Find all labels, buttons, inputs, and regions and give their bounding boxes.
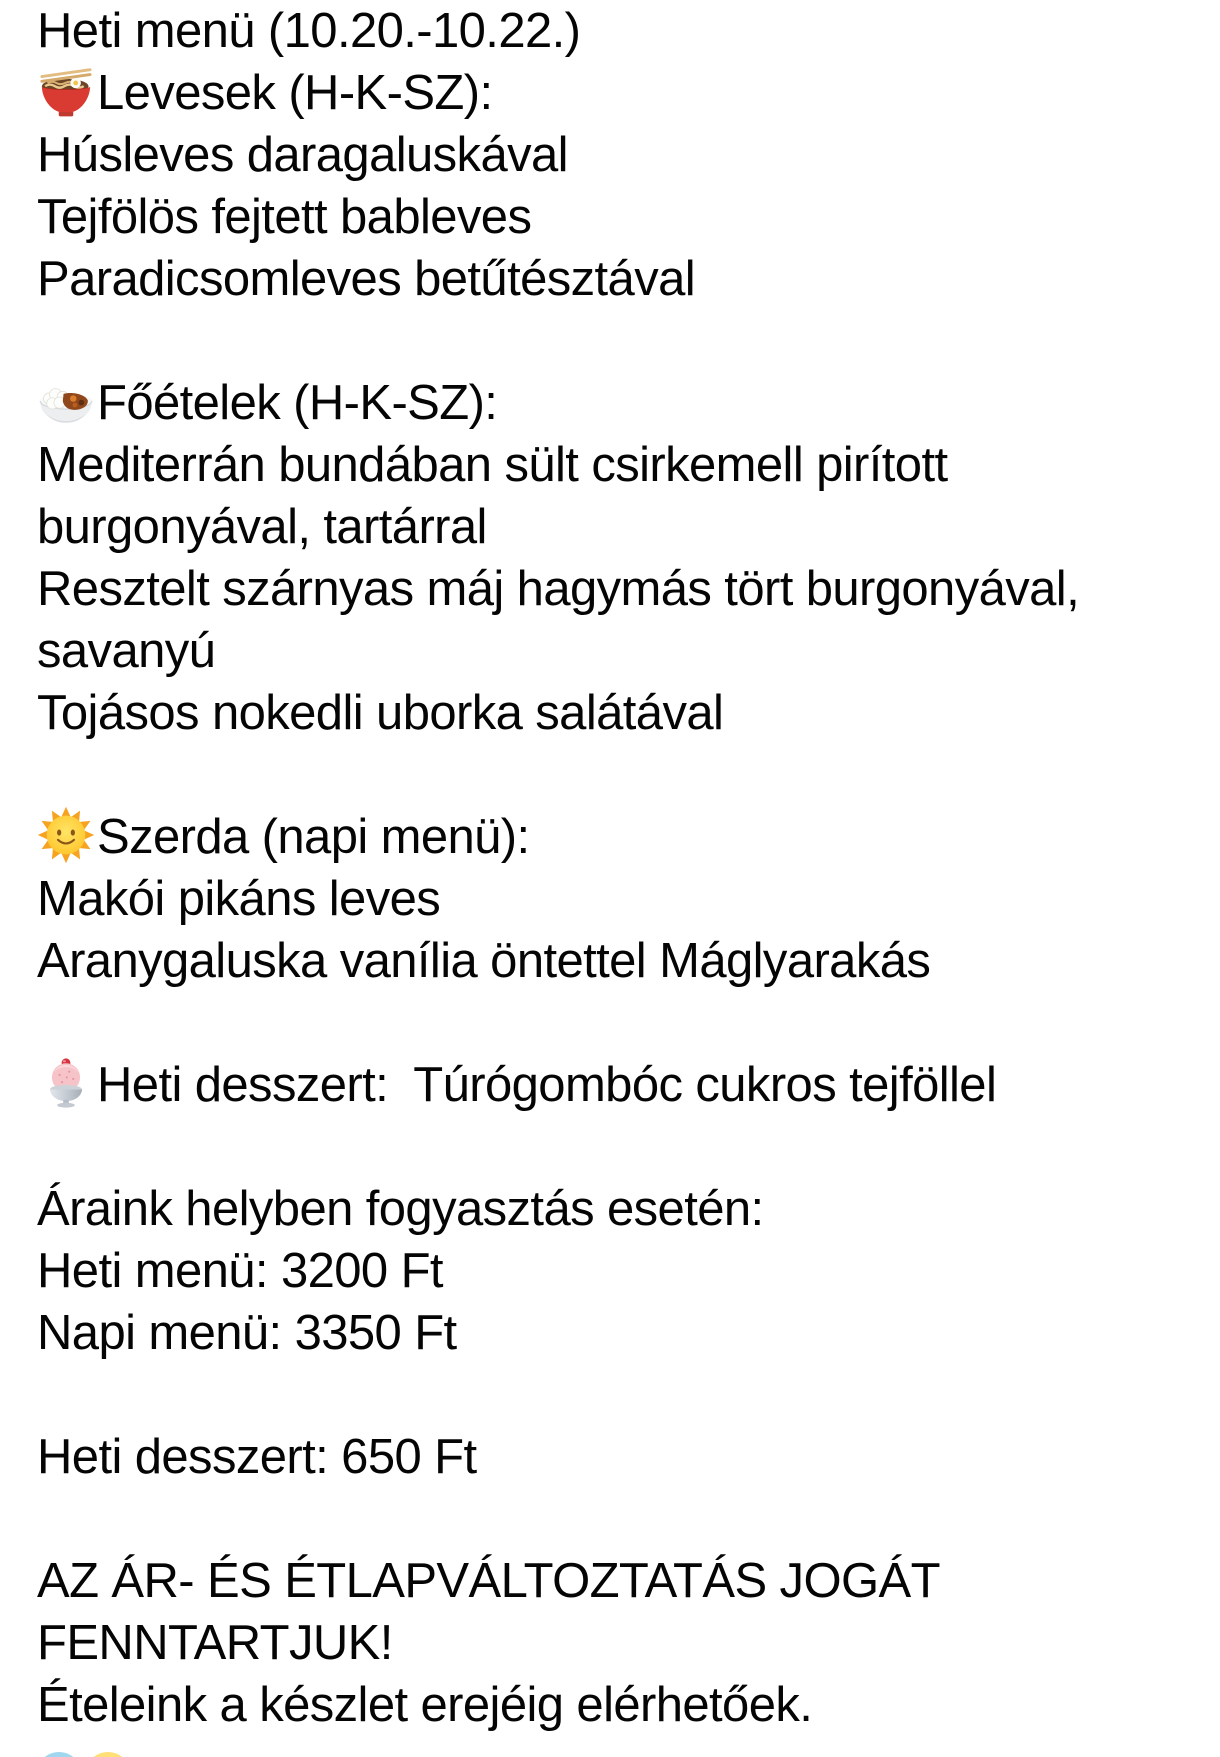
disclaimer-line: AZ ÁR- ÉS ÉTLAPVÁLTOZTATÁS JOGÁT [37, 1554, 940, 1608]
menu-item: Húsleves daragaluskával [37, 128, 568, 182]
price-daily-menu: Napi menü: 3350 Ft [37, 1306, 457, 1360]
dessert-line-label: Heti desszert: Túrógombóc cukros tejföllel [97, 1058, 997, 1112]
blank-line [37, 1364, 1206, 1426]
section-mains-header [37, 372, 1206, 434]
section-header-label: Levesek (H-K-SZ): [97, 66, 493, 120]
price-weekly-dessert: Heti desszert: 650 Ft [37, 1430, 477, 1484]
steaming-bowl-icon [37, 62, 95, 120]
section-soups-header [37, 62, 1206, 124]
blank-line [37, 310, 1206, 372]
prices-header: Áraink helyben fogyasztás esetén: [37, 1182, 764, 1236]
availability-note: Ételeink a készlet erejéig elérhetőek. [37, 1678, 813, 1732]
menu-item: Makói pikáns leves [37, 872, 441, 926]
cropped-emoji-top-yellow [85, 1752, 131, 1757]
curry-rice-icon [37, 372, 95, 430]
disclaimer-line: FENNTARTJUK! [37, 1616, 393, 1670]
section-header-label: Főételek (H-K-SZ): [97, 376, 498, 430]
cropped-emoji-top-blue [36, 1752, 82, 1757]
blank-line [37, 1488, 1206, 1550]
menu-item: Mediterrán bundában sült csirkemell pirított [37, 438, 948, 492]
price-weekly-menu: Heti menü: 3200 Ft [37, 1244, 443, 1298]
menu-item: Tojásos nokedli uborka salátával [37, 686, 724, 740]
ice-cream-sundae-icon [37, 1054, 95, 1112]
menu-item-continued: savanyú [37, 624, 216, 678]
blank-line [37, 744, 1206, 806]
blank-line [37, 992, 1206, 1054]
menu-item: Resztelt szárnyas máj hagymás tört burgonyával, [37, 562, 1080, 616]
section-wednesday-header [37, 806, 1206, 868]
section-header-label: Szerda (napi menü): [97, 810, 530, 864]
menu-item: Aranygaluska vanília öntettel Máglyarakás [37, 934, 931, 988]
sun-with-face-icon [37, 806, 95, 864]
post-title: Heti menü (10.20.-10.22.) [37, 4, 581, 58]
menu-item-continued: burgonyával, tartárral [37, 500, 487, 554]
section-dessert-line [37, 1054, 1206, 1116]
menu-item: Paradicsomleves betűtésztával [37, 252, 696, 306]
menu-item: Tejfölös fejtett bableves [37, 190, 532, 244]
blank-line [37, 1116, 1206, 1178]
